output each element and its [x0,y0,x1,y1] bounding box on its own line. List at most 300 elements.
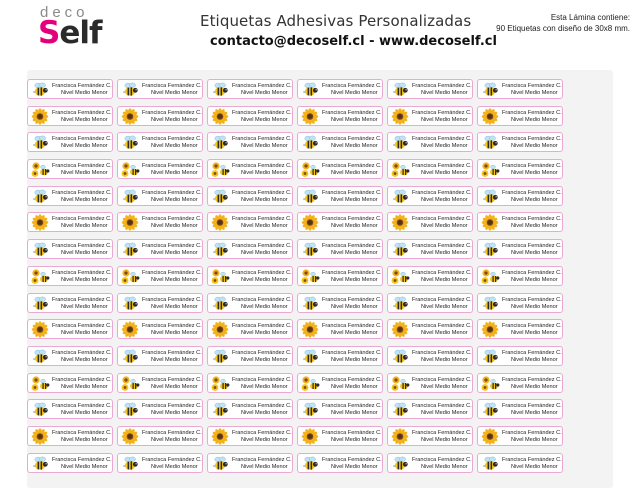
label-name: Francisca Fernández C. [502,323,562,330]
sunflower-icon [480,108,500,125]
label-name: Francisca Fernández C. [232,403,292,410]
sunflower-bee-icon [210,268,230,285]
name-label [117,212,203,232]
bee-icon [480,188,500,205]
bee-icon [210,81,230,98]
label-level: Nivel Medio Menor [241,90,288,96]
sunflower-bee-icon [120,161,140,178]
label-name: Francisca Fernández C. [52,189,112,196]
label-level: Nivel Medio Menor [61,276,108,283]
label-name: Francisca Fernández C. [322,349,382,356]
name-label [387,186,473,206]
label-level: Nivel Medio Menor [331,436,378,443]
label-level: Nivel Medio Menor [151,196,198,203]
sunflower-icon [390,214,410,231]
label-name: Francisca Fernández C. [502,376,562,383]
label-name: Francisca Fernández C. [502,109,562,116]
name-label [297,186,383,206]
name-label [297,106,383,126]
label-name: Francisca Fernández C. [502,456,562,463]
label-level: Nivel Medio Menor [241,356,288,363]
label-level: Nivel Medio Menor [241,303,288,310]
label-level: Nivel Medio Menor [61,250,108,257]
sunflower-bee-icon [120,375,140,392]
label-name: Francisca Fernández C. [232,243,292,250]
label-name: Francisca Fernández C. [52,349,112,356]
logo-self-text [38,15,101,51]
bee-icon [390,295,410,312]
name-label [117,239,203,259]
bee-icon [210,401,230,418]
bee-icon [300,348,320,365]
bee-icon [120,81,140,98]
bee-icon [300,188,320,205]
name-label [387,453,473,473]
name-label [207,293,293,313]
label-name: Francisca Fernández C. [502,296,562,303]
bee-icon [390,241,410,258]
label-name: Francisca Fernández C. [232,136,292,143]
label-level: Nivel Medio Menor [421,303,468,310]
bee-icon [30,401,50,418]
name-label [387,212,473,232]
label-name: Francisca Fernández C. [142,403,202,410]
label-name: Francisca Fernández C. [322,429,382,436]
label-level: Nivel Medio Menor [61,463,108,470]
label-level: Nivel Medio Menor [511,170,558,177]
label-level: Nivel Medio Menor [331,90,378,96]
sunflower-icon [210,108,230,125]
name-label [117,266,203,286]
label-name: Francisca Fernández C. [502,83,562,89]
bee-icon [480,401,500,418]
label-name: Francisca Fernández C. [142,376,202,383]
sheet-info-line-1: Esta Lámina contiene: [550,13,630,22]
bee-icon [30,134,50,151]
label-level: Nivel Medio Menor [241,170,288,177]
label-name: Francisca Fernández C. [412,349,472,356]
label-name: Francisca Fernández C. [142,349,202,356]
name-label [477,399,563,419]
label-name: Francisca Fernández C. [322,243,382,250]
label-level: Nivel Medio Menor [511,463,558,470]
label-level: Nivel Medio Menor [421,223,468,230]
label-name: Francisca Fernández C. [502,403,562,410]
name-label [387,346,473,366]
label-level: Nivel Medio Menor [421,463,468,470]
label-name: Francisca Fernández C. [502,163,562,170]
label-level: Nivel Medio Menor [331,116,378,123]
label-level: Nivel Medio Menor [241,143,288,150]
label-name: Francisca Fernández C. [322,109,382,116]
label-level: Nivel Medio Menor [61,196,108,203]
name-label [477,346,563,366]
label-level: Nivel Medio Menor [151,223,198,230]
name-label [27,212,113,232]
name-label [27,159,113,179]
label-level: Nivel Medio Menor [511,223,558,230]
label-level: Nivel Medio Menor [61,143,108,150]
bee-icon [120,188,140,205]
label-name: Francisca Fernández C. [142,136,202,143]
bee-icon [210,295,230,312]
name-label [27,266,113,286]
bee-icon [210,348,230,365]
label-name: Francisca Fernández C. [232,109,292,116]
name-label [117,319,203,339]
name-label [387,106,473,126]
label-name: Francisca Fernández C. [52,269,112,276]
bee-icon [390,81,410,98]
name-label [207,453,293,473]
bee-icon [480,81,500,98]
bee-icon [300,295,320,312]
label-name: Francisca Fernández C. [232,456,292,463]
label-level: Nivel Medio Menor [421,410,468,417]
name-label [387,426,473,446]
name-label [297,293,383,313]
label-level: Nivel Medio Menor [241,116,288,123]
label-level: Nivel Medio Menor [331,410,378,417]
name-label [477,319,563,339]
bee-icon [120,455,140,472]
sunflower-icon [210,214,230,231]
label-name: Francisca Fernández C. [142,456,202,463]
label-level: Nivel Medio Menor [511,436,558,443]
label-name: Francisca Fernández C. [322,456,382,463]
label-level: Nivel Medio Menor [61,356,108,363]
label-level: Nivel Medio Menor [331,170,378,177]
label-name: Francisca Fernández C. [52,243,112,250]
name-label [477,373,563,393]
label-name: Francisca Fernández C. [142,189,202,196]
label-level: Nivel Medio Menor [241,196,288,203]
label-name: Francisca Fernández C. [412,456,472,463]
label-name: Francisca Fernández C. [142,83,202,89]
name-label [297,266,383,286]
label-name: Francisca Fernández C. [142,243,202,250]
label-level: Nivel Medio Menor [151,410,198,417]
name-label [117,106,203,126]
label-level: Nivel Medio Menor [331,223,378,230]
bee-icon [390,134,410,151]
label-level: Nivel Medio Menor [61,223,108,230]
label-level: Nivel Medio Menor [421,116,468,123]
name-label [117,399,203,419]
label-level: Nivel Medio Menor [511,356,558,363]
label-level: Nivel Medio Menor [151,116,198,123]
label-name: Francisca Fernández C. [52,403,112,410]
bee-icon [120,295,140,312]
label-level: Nivel Medio Menor [421,276,468,283]
name-label [207,79,293,99]
bee-icon [30,295,50,312]
label-name: Francisca Fernández C. [502,429,562,436]
sunflower-icon [300,108,320,125]
label-name: Francisca Fernández C. [232,349,292,356]
label-level: Nivel Medio Menor [511,383,558,390]
name-label [387,293,473,313]
label-name: Francisca Fernández C. [412,243,472,250]
name-label [207,212,293,232]
sheet-info-line-2: 90 Etiquetas con diseño de 30x8 mm. [496,24,630,33]
name-label [207,239,293,259]
bee-icon [210,134,230,151]
label-level: Nivel Medio Menor [421,170,468,177]
label-name: Francisca Fernández C. [412,429,472,436]
label-level: Nivel Medio Menor [61,330,108,337]
label-level: Nivel Medio Menor [151,303,198,310]
label-name: Francisca Fernández C. [52,296,112,303]
name-label [297,159,383,179]
sunflower-icon [210,428,230,445]
label-level: Nivel Medio Menor [511,143,558,150]
label-name: Francisca Fernández C. [502,243,562,250]
bee-icon [480,295,500,312]
bee-icon [300,455,320,472]
name-label [117,373,203,393]
name-label [207,319,293,339]
label-level: Nivel Medio Menor [511,250,558,257]
label-level: Nivel Medio Menor [331,356,378,363]
name-label [117,132,203,152]
bee-icon [120,241,140,258]
name-label [477,186,563,206]
bee-icon [30,81,50,98]
sunflower-bee-icon [300,161,320,178]
logo-s-letter: S [38,15,60,51]
name-label [27,186,113,206]
label-name: Francisca Fernández C. [322,403,382,410]
sunflower-bee-icon [390,375,410,392]
label-level: Nivel Medio Menor [151,250,198,257]
label-level: Nivel Medio Menor [421,356,468,363]
label-level: Nivel Medio Menor [61,436,108,443]
logo-elf-letters: elf [59,15,102,51]
name-label [387,132,473,152]
sunflower-bee-icon [30,161,50,178]
label-name: Francisca Fernández C. [52,216,112,223]
name-label [477,106,563,126]
contact-line: contacto@decoself.cl - www.decoself.cl [210,34,497,49]
label-name: Francisca Fernández C. [412,136,472,143]
label-name: Francisca Fernández C. [502,189,562,196]
label-name: Francisca Fernández C. [232,269,292,276]
label-level: Nivel Medio Menor [151,436,198,443]
name-label [297,132,383,152]
bee-icon [120,134,140,151]
name-label [477,132,563,152]
name-label [207,426,293,446]
label-name: Francisca Fernández C. [142,269,202,276]
sunflower-icon [300,428,320,445]
label-level: Nivel Medio Menor [241,223,288,230]
name-label [387,399,473,419]
name-label [297,453,383,473]
sunflower-icon [390,108,410,125]
label-level: Nivel Medio Menor [511,330,558,337]
name-label [387,266,473,286]
name-label [477,159,563,179]
bee-icon [120,348,140,365]
sunflower-bee-icon [480,161,500,178]
name-label [27,239,113,259]
name-label [477,212,563,232]
label-name: Francisca Fernández C. [412,296,472,303]
sunflower-bee-icon [30,268,50,285]
label-level: Nivel Medio Menor [331,383,378,390]
label-name: Francisca Fernández C. [142,429,202,436]
label-level: Nivel Medio Menor [511,90,558,96]
label-name: Francisca Fernández C. [412,189,472,196]
name-label [297,373,383,393]
label-level: Nivel Medio Menor [331,276,378,283]
label-name: Francisca Fernández C. [52,456,112,463]
label-name: Francisca Fernández C. [322,83,382,89]
page-title: Etiquetas Adhesivas Personalizadas [200,12,472,30]
decoself-logo [38,4,108,52]
name-label [117,426,203,446]
label-level: Nivel Medio Menor [421,436,468,443]
label-name: Francisca Fernández C. [232,216,292,223]
sunflower-bee-icon [120,268,140,285]
label-name: Francisca Fernández C. [502,216,562,223]
label-level: Nivel Medio Menor [61,90,108,96]
label-name: Francisca Fernández C. [52,376,112,383]
name-label [297,346,383,366]
label-name: Francisca Fernández C. [232,189,292,196]
label-level: Nivel Medio Menor [421,330,468,337]
name-label [207,159,293,179]
name-label [27,346,113,366]
label-level: Nivel Medio Menor [61,303,108,310]
label-name: Francisca Fernández C. [322,296,382,303]
sunflower-icon [120,108,140,125]
bee-icon [300,81,320,98]
label-level: Nivel Medio Menor [151,463,198,470]
label-level: Nivel Medio Menor [421,90,468,96]
label-level: Nivel Medio Menor [151,143,198,150]
label-level: Nivel Medio Menor [331,143,378,150]
name-label [207,106,293,126]
label-level: Nivel Medio Menor [151,383,198,390]
bee-icon [30,241,50,258]
bee-icon [210,188,230,205]
sunflower-icon [30,321,50,338]
label-name: Francisca Fernández C. [52,429,112,436]
label-name: Francisca Fernández C. [322,323,382,330]
name-label [27,106,113,126]
label-name: Francisca Fernández C. [52,323,112,330]
name-label [207,266,293,286]
sunflower-icon [480,321,500,338]
label-level: Nivel Medio Menor [421,250,468,257]
label-name: Francisca Fernández C. [322,189,382,196]
label-name: Francisca Fernández C. [412,109,472,116]
label-name: Francisca Fernández C. [412,269,472,276]
bee-icon [210,455,230,472]
name-label [27,293,113,313]
name-label [297,239,383,259]
label-level: Nivel Medio Menor [151,90,198,96]
name-label [27,453,113,473]
sunflower-icon [480,214,500,231]
label-name: Francisca Fernández C. [322,136,382,143]
label-name: Francisca Fernández C. [412,216,472,223]
label-level: Nivel Medio Menor [241,250,288,257]
label-name: Francisca Fernández C. [322,376,382,383]
name-label [207,346,293,366]
label-name: Francisca Fernández C. [52,136,112,143]
name-label [117,453,203,473]
label-name: Francisca Fernández C. [52,163,112,170]
name-label [27,426,113,446]
name-label [27,373,113,393]
name-label [297,319,383,339]
label-level: Nivel Medio Menor [151,170,198,177]
bee-icon [300,401,320,418]
label-level: Nivel Medio Menor [61,170,108,177]
label-name: Francisca Fernández C. [502,349,562,356]
label-level: Nivel Medio Menor [331,330,378,337]
bee-icon [390,188,410,205]
sunflower-bee-icon [210,161,230,178]
sunflower-bee-icon [390,268,410,285]
name-label [27,319,113,339]
label-level: Nivel Medio Menor [241,410,288,417]
name-label [117,346,203,366]
sheet-header [0,0,640,62]
label-name: Francisca Fernández C. [232,83,292,89]
label-level: Nivel Medio Menor [331,196,378,203]
name-label [477,239,563,259]
name-label [207,399,293,419]
sunflower-icon [30,214,50,231]
bee-icon [300,241,320,258]
label-level: Nivel Medio Menor [151,356,198,363]
sunflower-icon [300,214,320,231]
sunflower-icon [30,108,50,125]
name-label [387,159,473,179]
name-label [117,186,203,206]
sunflower-icon [120,321,140,338]
bee-icon [480,241,500,258]
sunflower-bee-icon [210,375,230,392]
name-label [27,132,113,152]
sunflower-bee-icon [300,375,320,392]
label-level: Nivel Medio Menor [511,196,558,203]
label-name: Francisca Fernández C. [412,323,472,330]
label-name: Francisca Fernández C. [322,163,382,170]
name-label [387,79,473,99]
name-label [297,79,383,99]
sunflower-icon [300,321,320,338]
label-level: Nivel Medio Menor [331,463,378,470]
sunflower-icon [210,321,230,338]
logo-deco-text: deco [40,4,89,21]
label-level: Nivel Medio Menor [421,196,468,203]
label-name: Francisca Fernández C. [142,163,202,170]
sunflower-icon [120,428,140,445]
name-label [387,373,473,393]
sunflower-icon [390,321,410,338]
sunflower-icon [390,428,410,445]
label-name: Francisca Fernández C. [232,429,292,436]
name-label [477,293,563,313]
name-label [117,159,203,179]
label-name: Francisca Fernández C. [502,136,562,143]
label-name: Francisca Fernández C. [232,323,292,330]
